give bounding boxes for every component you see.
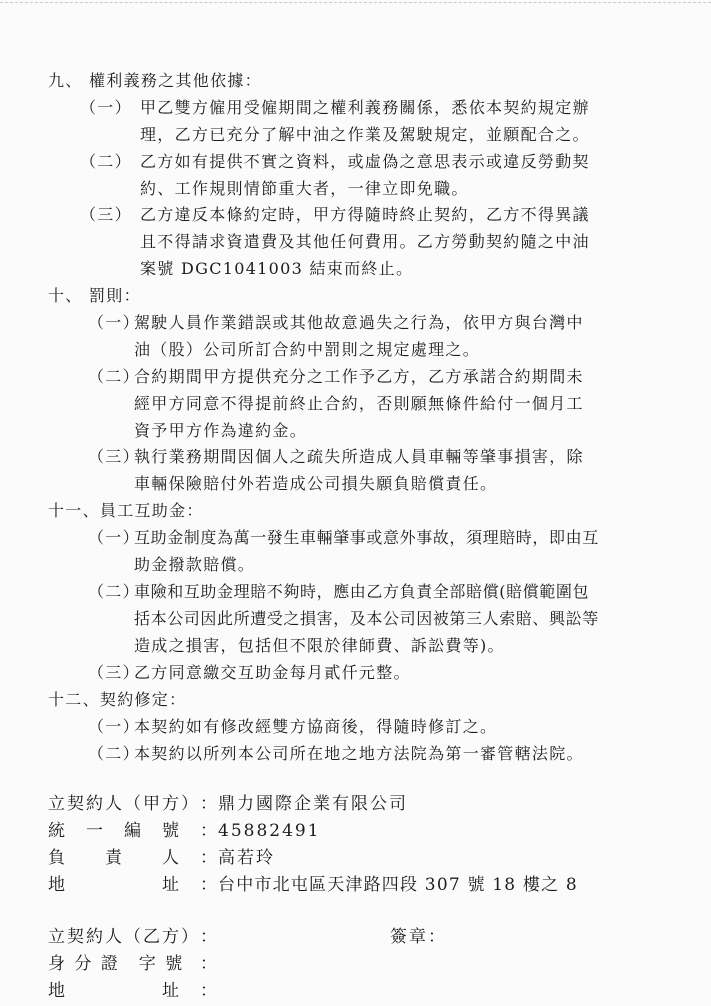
article-9-clause-1-line-1: 甲乙雙方僱用受僱期間之權利義務關係，悉依本契約規定辦 [140,98,590,117]
article-12-clause-1-line-1: 本契約如有修改經雙方協商後，得隨時修訂之。 [134,717,498,736]
article-11-clause-2-line-1: 車險和互助金理賠不夠時，應由乙方負責全部賠償(賠償範圍包 [134,582,590,601]
representative-label: 負 責 人 [48,848,181,868]
article-11-clause-2-line-3: 造成之損害，包括但不限於律師費、訴訟費等)。 [134,636,505,655]
article-10-clause-2-num: （二） [88,367,140,386]
scan-edge-line [0,2,711,3]
party-a-name: 鼎力國際企業有限公司 [218,794,408,814]
article-11-clause-2-num: （二） [88,582,140,601]
party-a-address-label: 地 址 [48,875,181,895]
article-12-heading: 十二、契約修定： [48,690,187,709]
party-b-address-label: 地 址 [48,981,181,1001]
article-9-clause-2-line-1: 乙方如有提供不實之資料，或虛偽之意思表示或違反勞動契 [140,152,590,171]
article-11-heading: 十一、員工互助金： [48,501,204,520]
article-9-clause-2-num: （二） [80,152,132,171]
article-9-clause-3-line-1: 乙方違反本條約定時，甲方得隨時終止契約，乙方不得異議 [140,205,590,224]
article-11-clause-3-num: （三） [88,663,140,682]
article-9-clause-3-line-2: 且不得請求資遣費及其他任何費用。乙方勞動契約隨之中油 [140,232,590,251]
article-9-clause-2-line-2: 約、工作規則情節重大者，一律立即免職。 [140,179,469,198]
article-11-clause-1-line-1: 互助金制度為萬一發生車輛肇事或意外事故，須理賠時，即由互 [134,528,599,547]
article-10-clause-2-line-1: 合約期間甲方提供充分之工作予乙方，乙方承諾合約期間未 [134,367,584,386]
party-a-address-colon: ： [200,875,219,895]
party-b-colon: ： [200,927,219,947]
article-12-clause-2-num: （二） [88,744,140,763]
article-11-clause-1-num: （一） [88,528,140,547]
party-a-label: 立契約人（甲方） [48,794,200,814]
party-b-id-colon: ： [200,954,219,974]
article-10-heading: 十、 罰則： [48,286,141,305]
tax-id-colon: ： [200,821,219,841]
party-a-colon: ： [200,794,219,814]
article-9-clause-1-line-2: 理，乙方已充分了解中油之作業及駕駛規定，並願配合之。 [140,125,590,144]
article-10-clause-2-line-2: 經甲方同意不得提前終止合約，否則願無條件給付一個月工 [134,394,584,413]
article-12-clause-2-line-1: 本契約以所列本公司所在地之地方法院為第一審管轄法院。 [134,744,584,763]
article-10-clause-1-line-2: 油（股）公司所訂合約中罰則之規定處理之。 [134,340,481,359]
article-10-clause-3-line-2: 車輛保險賠付外若造成公司損失願負賠償責任。 [134,474,498,493]
article-10-clause-2-line-3: 資予甲方作為違約金。 [134,421,308,440]
party-b-id-label: 身 分 證 字 號 [48,954,185,974]
article-10-clause-1-line-1: 駕駛人員作業錯誤或其他故意過失之行為，依甲方與台灣中 [134,313,584,332]
article-9-clause-3-line-3: 案號 DGC1041003 結束而終止。 [140,259,414,278]
article-10-clause-3-line-1: 執行業務期間因個人之疏失所造成人員車輛等肇事損害，除 [134,447,584,466]
article-10-clause-1-num: （一） [88,313,140,332]
representative-value: 高若玲 [218,848,275,868]
party-a-address-value: 台中市北屯區天津路四段 307 號 18 樓之 8 [218,875,578,895]
party-b-seal-label: 簽章： [390,927,447,947]
party-b-address-colon: ： [200,981,219,1001]
article-9-heading: 九、 權利義務之其他依據： [48,71,262,90]
tax-id-label: 統 一 編 號 [48,821,181,841]
article-11-clause-1-line-2: 助金撥款賠償。 [134,555,256,574]
article-9-clause-3-num: （三） [80,205,132,224]
representative-colon: ： [200,848,219,868]
article-11-clause-2-line-2: 括本公司因此所遭受之損害，及本公司因被第三人索賠、興訟等 [134,609,599,628]
tax-id-value: 45882491 [218,821,321,841]
party-b-label: 立契約人（乙方） [48,927,200,947]
article-12-clause-1-num: （一） [88,717,140,736]
article-11-clause-3-line-1: 乙方同意繳交互助金每月貳仟元整。 [134,663,411,682]
article-10-clause-3-num: （三） [88,447,140,466]
article-9-clause-1-num: （一） [80,98,132,117]
